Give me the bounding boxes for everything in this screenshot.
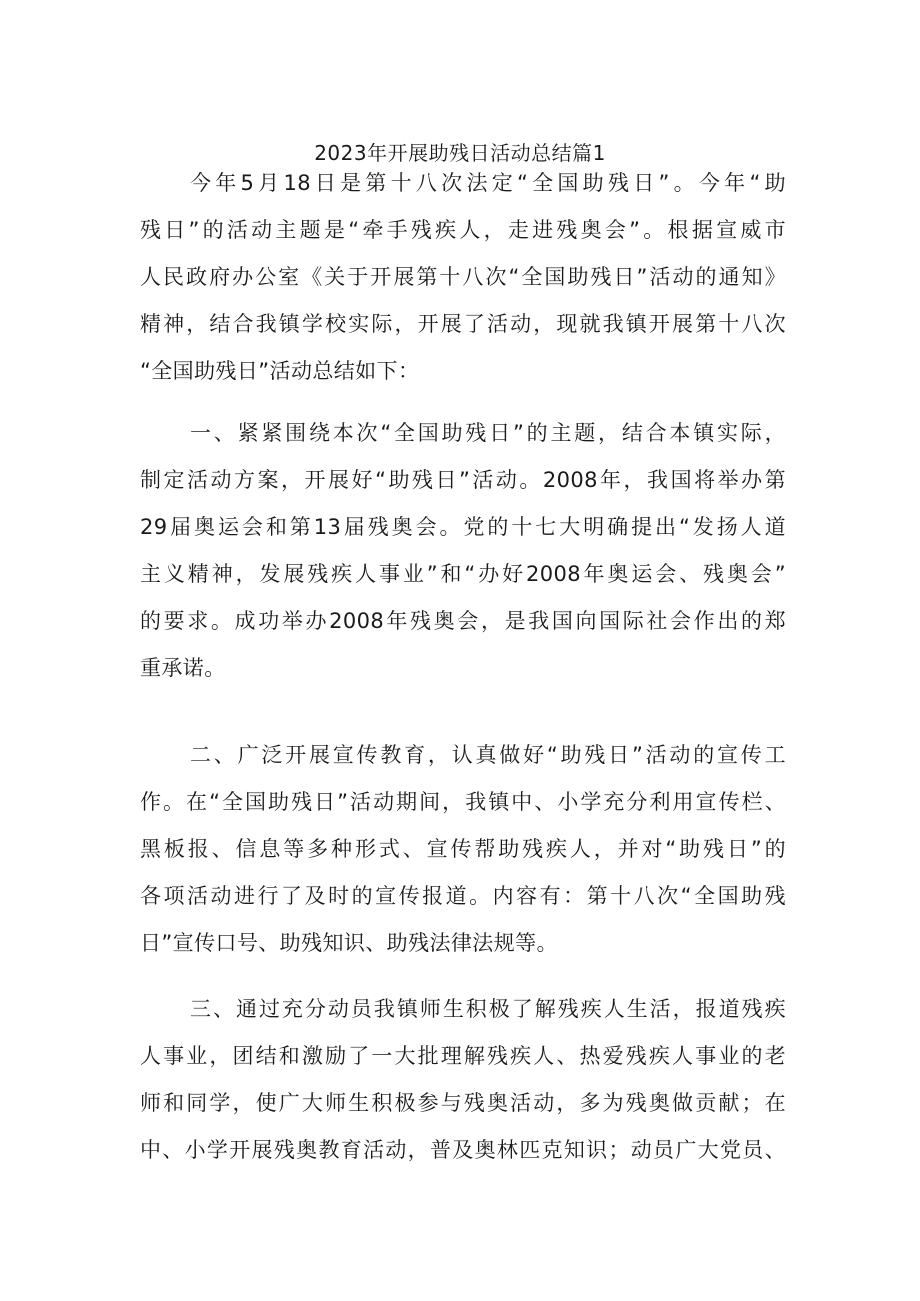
paragraph-intro bbox=[140, 160, 786, 395]
text-line: 作。在“全国助残日”活动期间，我镇中、小学充分利用宣传栏、 bbox=[140, 790, 786, 814]
paragraph-section-one bbox=[140, 410, 786, 692]
text-line: 主义精神，发展残疾人事业”和“办好2008年奥运会、残奥会” bbox=[140, 562, 786, 586]
text-line: 三、通过充分动员我镇师生积极了解残疾人生活，报道残疾 bbox=[190, 997, 786, 1021]
paragraph-section-three bbox=[140, 986, 786, 1174]
text-line: 残日”的活动主题是“牵手残疾人，走进残奥会”。根据宣威市 bbox=[140, 218, 786, 242]
text-line: 人民政府办公室《关于开展第十八次“全国助残日”活动的通知》 bbox=[140, 265, 786, 289]
text-line: 中、小学开展残奥教育活动，普及奥林匹克知识；动员广大党员、 bbox=[140, 1138, 786, 1162]
text-line: 29届奥运会和第13届残奥会。党的十七大明确提出“发扬人道 bbox=[140, 515, 786, 539]
text-line: 精神，结合我镇学校实际，开展了活动，现就我镇开展第十八次 bbox=[140, 312, 786, 336]
text-line: “全国助残日”活动总结如下： bbox=[140, 359, 420, 383]
document-title: 2023年开展助残日活动总结篇1 bbox=[314, 141, 606, 165]
text-line: 师和同学，使广大师生积极参与残奥活动，多为残奥做贡献；在 bbox=[140, 1091, 786, 1115]
paragraph-section-two bbox=[140, 732, 786, 967]
text-line: 制定活动方案，开展好“助残日”活动。2008年，我国将举办第 bbox=[140, 468, 786, 492]
text-line: 黑板报、信息等多种形式、宣传帮助残疾人，并对“助残日”的 bbox=[140, 837, 786, 861]
text-line: 各项活动进行了及时的宣传报道。内容有：第十八次“全国助残 bbox=[140, 884, 786, 908]
text-line: 日”宣传口号、助残知识、助残法律法规等。 bbox=[140, 931, 558, 955]
text-line: 的要求。成功举办2008年残奥会，是我国向国际社会作出的郑 bbox=[140, 609, 786, 633]
text-line: 人事业，团结和激励了一大批理解残疾人、热爱残疾人事业的老 bbox=[140, 1044, 786, 1068]
text-line: 今年5月18日是第十八次法定“全国助残日”。今年“助 bbox=[190, 171, 786, 195]
text-line: 一、紧紧围绕本次“全国助残日”的主题，结合本镇实际， bbox=[190, 421, 786, 445]
text-line: 二、广泛开展宣传教育，认真做好“助残日”活动的宣传工 bbox=[190, 743, 786, 767]
text-line: 重承诺。 bbox=[140, 656, 226, 680]
